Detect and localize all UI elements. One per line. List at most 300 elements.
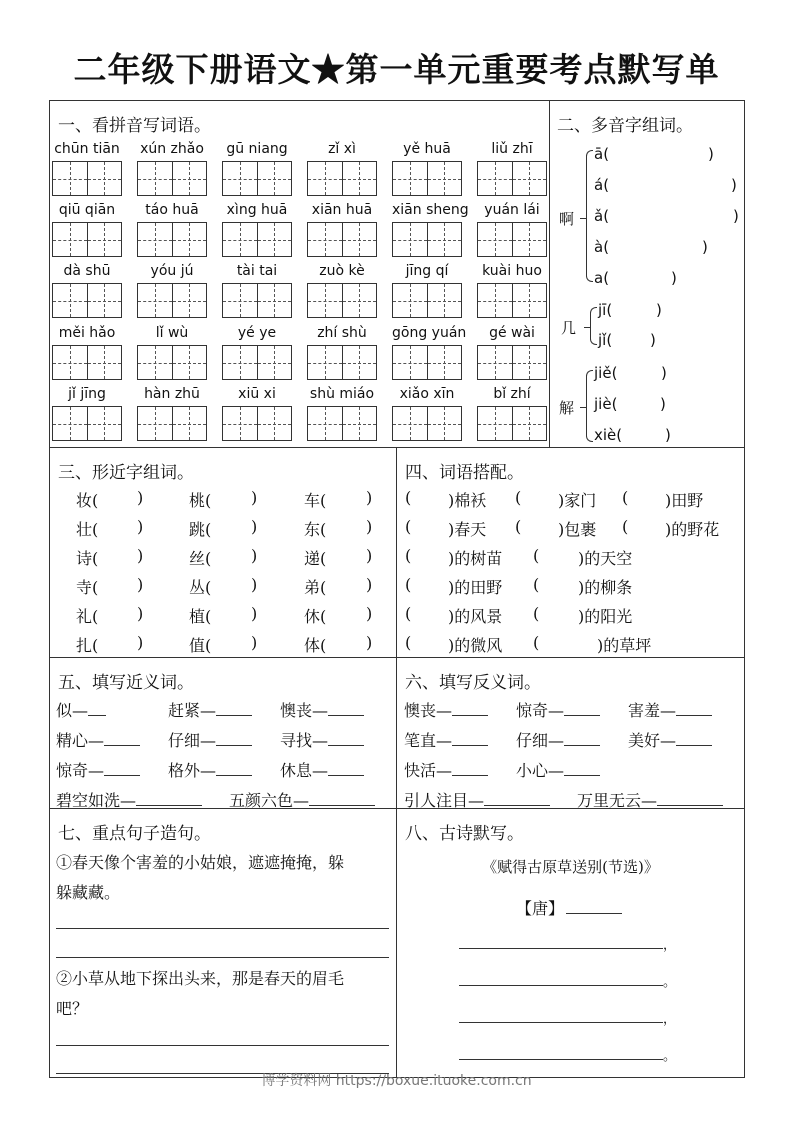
sentence-2-cont: 吧？ (56, 999, 89, 1018)
collocation-word: )家门 (558, 491, 597, 510)
similar-char: 东( (304, 520, 327, 539)
answer-blank[interactable] (136, 792, 202, 806)
answer-blank[interactable] (104, 762, 140, 776)
word-pair (56, 698, 106, 721)
box-cell[interactable] (138, 407, 173, 440)
box-cell[interactable] (343, 162, 377, 195)
answer-blank[interactable] (452, 732, 488, 746)
section-2-title: 二、多音字组词。 (557, 116, 693, 136)
word-label: 碧空如洗— (56, 791, 137, 810)
answer-blank[interactable]: ( (405, 517, 412, 536)
similar-char: 车( (304, 491, 327, 510)
box-cell[interactable] (308, 407, 343, 440)
pinyin-label: zhí shù (317, 325, 367, 341)
box-cell[interactable] (513, 223, 547, 256)
writing-box[interactable] (137, 406, 207, 441)
writing-box[interactable] (222, 222, 292, 257)
answer-blank[interactable]: ) (733, 207, 739, 225)
pinyin-label: xiān huā (311, 202, 373, 218)
box-cell[interactable] (88, 223, 122, 256)
writing-box[interactable] (137, 283, 207, 318)
pinyin-label: gū niang (226, 141, 288, 157)
answer-blank[interactable]: ( (405, 488, 412, 507)
poem-title: 《赋得古原草送别(节选)》 (482, 858, 659, 876)
box-cell[interactable] (308, 162, 343, 195)
answer-line[interactable] (56, 957, 389, 958)
polyphone-item: jǐ( (598, 331, 613, 349)
word-pair (168, 758, 252, 781)
box-cell[interactable] (308, 346, 343, 379)
dynasty-label: 【唐】 (516, 899, 565, 918)
pinyin-label: dà shū (63, 263, 111, 279)
writing-box[interactable] (307, 283, 377, 318)
word-label: 快活— (404, 761, 453, 780)
writing-box[interactable] (52, 406, 122, 441)
pinyin-label: táo huā (145, 202, 199, 218)
answer-blank[interactable]: ) (251, 633, 258, 652)
answer-blank[interactable]: ( (515, 517, 522, 536)
poem-line-blank[interactable] (459, 1022, 663, 1023)
box-cell[interactable] (53, 284, 88, 317)
answer-line[interactable] (56, 928, 389, 929)
box-cell[interactable] (173, 284, 207, 317)
answer-blank[interactable]: ( (405, 633, 412, 652)
box-cell[interactable] (258, 407, 292, 440)
writing-box[interactable] (52, 222, 122, 257)
writing-box[interactable] (222, 406, 292, 441)
word-label: 美好— (628, 731, 677, 750)
box-cell[interactable] (223, 223, 258, 256)
collocation-word: )棉袄 (448, 491, 487, 510)
polyphone-item: a( (594, 269, 610, 287)
pinyin-label: shù miáo (309, 386, 375, 402)
box-cell[interactable] (138, 223, 173, 256)
answer-blank[interactable] (564, 762, 600, 776)
punctuation: ， (663, 938, 677, 953)
box-cell[interactable] (88, 346, 122, 379)
writing-box[interactable] (307, 161, 377, 196)
similar-char: 妆( (76, 491, 99, 510)
pinyin-label: tài tai (236, 263, 278, 279)
box-cell[interactable] (138, 284, 173, 317)
answer-blank[interactable] (328, 762, 364, 776)
writing-box[interactable] (52, 283, 122, 318)
section-5-title: 五、填写近义词。 (58, 673, 194, 693)
word-pair (229, 788, 375, 811)
pinyin-label: měi hǎo (58, 325, 116, 341)
box-cell[interactable] (88, 284, 122, 317)
box-cell[interactable] (88, 407, 122, 440)
answer-blank[interactable]: ( (533, 604, 540, 623)
similar-char: 植( (189, 607, 212, 626)
polyphone-char: 啊 (559, 210, 575, 228)
word-label: 休息— (280, 761, 329, 780)
similar-char: 礼( (76, 607, 99, 626)
writing-box[interactable] (307, 222, 377, 257)
answer-blank[interactable]: ) (251, 488, 258, 507)
box-cell[interactable] (53, 346, 88, 379)
word-pair (280, 728, 364, 751)
box-cell[interactable] (393, 284, 428, 317)
box-cell[interactable] (138, 162, 173, 195)
word-label: 万里无云— (577, 791, 658, 810)
box-cell[interactable] (513, 407, 547, 440)
similar-char: 诗( (76, 549, 99, 568)
word-label: 懊丧— (280, 701, 329, 720)
box-cell[interactable] (173, 223, 207, 256)
box-cell[interactable] (173, 162, 207, 195)
collocation-word: )的田野 (448, 578, 503, 597)
box-cell[interactable] (478, 346, 513, 379)
pinyin-label: xìng huā (226, 202, 288, 218)
section-4-title: 四、词语搭配。 (405, 463, 524, 483)
writing-box[interactable] (392, 222, 462, 257)
word-label: 格外— (168, 761, 217, 780)
writing-box[interactable] (137, 222, 207, 257)
divider (396, 447, 397, 1078)
box-cell[interactable] (428, 284, 462, 317)
answer-blank[interactable] (676, 702, 712, 716)
answer-line[interactable] (56, 1045, 389, 1046)
answer-blank[interactable]: ) (366, 488, 373, 507)
pinyin-label: jǐ jīng (68, 386, 106, 402)
answer-blank[interactable]: ) (137, 633, 144, 652)
word-pair (56, 728, 140, 751)
answer-blank[interactable] (309, 792, 375, 806)
pinyin-label: xiū xi (238, 386, 276, 402)
answer-blank[interactable] (104, 732, 140, 746)
box-cell[interactable] (393, 407, 428, 440)
box-cell[interactable] (393, 223, 428, 256)
brace-icon (586, 370, 593, 442)
answer-blank[interactable]: ( (622, 517, 629, 536)
box-cell[interactable] (173, 407, 207, 440)
word-label: 小心— (516, 761, 565, 780)
polyphone-item: jī( (598, 301, 613, 319)
answer-blank[interactable]: ) (671, 269, 677, 287)
answer-blank[interactable]: ) (650, 331, 656, 349)
polyphone-item: á( (594, 176, 610, 194)
answer-blank[interactable] (452, 702, 488, 716)
writing-box[interactable] (222, 161, 292, 196)
answer-blank[interactable]: ) (251, 604, 258, 623)
writing-box[interactable] (222, 345, 292, 380)
answer-blank[interactable] (216, 702, 252, 716)
writing-box[interactable] (392, 406, 462, 441)
writing-box[interactable] (307, 345, 377, 380)
answer-blank[interactable]: ) (137, 488, 144, 507)
box-cell[interactable] (223, 284, 258, 317)
pinyin-label: xiǎo xīn (399, 386, 455, 402)
box-cell[interactable] (513, 346, 547, 379)
pinyin-label: kuài huo (482, 263, 542, 279)
answer-blank[interactable]: ( (622, 488, 629, 507)
collocation-word: )田野 (665, 491, 704, 510)
poem-line-blank[interactable] (459, 948, 663, 949)
pinyin-label: gōng yuán (392, 325, 467, 341)
author-blank[interactable] (566, 900, 622, 914)
pinyin-label: yě huā (403, 141, 451, 157)
answer-blank[interactable]: ( (405, 604, 412, 623)
box-cell[interactable] (258, 346, 292, 379)
answer-blank[interactable] (452, 762, 488, 776)
word-pair (168, 728, 252, 751)
box-cell[interactable] (478, 407, 513, 440)
writing-box[interactable] (137, 345, 207, 380)
answer-blank[interactable]: ) (656, 301, 662, 319)
pinyin-label: gé wài (489, 325, 535, 341)
brace-icon (584, 327, 591, 328)
word-label: 懊丧— (404, 701, 453, 720)
word-label: 仔细— (168, 731, 217, 750)
divider (49, 657, 745, 658)
writing-box[interactable] (477, 222, 547, 257)
pinyin-label: qiū qiān (58, 202, 116, 218)
word-label: 惊奇— (56, 761, 105, 780)
word-label: 仔细— (516, 731, 565, 750)
similar-char: 丛( (189, 578, 212, 597)
answer-blank[interactable]: ( (533, 575, 540, 594)
polyphone-char: 解 (559, 399, 575, 417)
box-cell[interactable] (53, 223, 88, 256)
punctuation: 。 (663, 1049, 677, 1064)
similar-char: 值( (189, 636, 212, 655)
word-pair (628, 698, 712, 721)
word-label: 似— (56, 701, 89, 720)
answer-blank[interactable]: ( (405, 546, 412, 565)
word-pair (516, 728, 600, 751)
section-1-title: 一、看拼音写词语。 (58, 116, 211, 136)
answer-blank[interactable] (216, 762, 252, 776)
word-pair (280, 698, 364, 721)
polyphone-item: jiě( (594, 364, 618, 382)
collocation-word: )包裹 (558, 520, 597, 539)
similar-char: 扎( (76, 636, 99, 655)
box-cell[interactable] (343, 346, 377, 379)
word-pair (404, 728, 488, 751)
box-cell[interactable] (343, 284, 377, 317)
answer-blank[interactable] (216, 732, 252, 746)
answer-blank[interactable] (564, 732, 600, 746)
section-3-title: 三、形近字组词。 (58, 463, 194, 483)
word-label: 精心— (56, 731, 105, 750)
pinyin-label: hàn zhū (144, 386, 200, 402)
collocation-word: )的草坪 (597, 636, 652, 655)
box-cell[interactable] (138, 346, 173, 379)
brace-icon (580, 407, 587, 408)
box-cell[interactable] (258, 223, 292, 256)
box-cell[interactable] (223, 407, 258, 440)
page-title: 二年级下册语文★第一单元重要考点默写单 (73, 50, 720, 89)
box-cell[interactable] (258, 162, 292, 195)
writing-box[interactable] (137, 161, 207, 196)
word-label: 寻找— (280, 731, 329, 750)
pinyin-label: lǐ wù (155, 325, 189, 341)
writing-box[interactable] (477, 283, 547, 318)
answer-blank[interactable]: ) (660, 395, 666, 413)
polyphone-item: jiè( (594, 395, 618, 413)
word-pair (56, 758, 140, 781)
answer-blank[interactable]: ) (665, 426, 671, 444)
box-cell[interactable] (428, 407, 462, 440)
writing-box[interactable] (392, 161, 462, 196)
writing-box[interactable] (307, 406, 377, 441)
box-cell[interactable] (428, 346, 462, 379)
answer-blank[interactable]: ) (366, 604, 373, 623)
word-label: 引人注目— (404, 791, 485, 810)
pinyin-label: jīng qí (405, 263, 449, 279)
answer-blank[interactable]: ) (137, 604, 144, 623)
box-cell[interactable] (513, 162, 547, 195)
box-cell[interactable] (223, 162, 258, 195)
box-cell[interactable] (513, 284, 547, 317)
word-pair (577, 788, 723, 811)
writing-box[interactable] (477, 345, 547, 380)
collocation-word: )的树苗 (448, 549, 503, 568)
word-pair (516, 698, 600, 721)
collocation-word: )春天 (448, 520, 487, 539)
similar-char: 体( (304, 636, 327, 655)
answer-blank[interactable]: ) (366, 546, 373, 565)
box-cell[interactable] (308, 223, 343, 256)
poem-line-blank[interactable] (459, 1059, 663, 1060)
box-cell[interactable] (478, 284, 513, 317)
answer-blank[interactable]: ) (137, 546, 144, 565)
answer-blank[interactable]: ) (708, 145, 714, 163)
section-8-title: 八、古诗默写。 (405, 824, 524, 844)
writing-box[interactable] (477, 406, 547, 441)
box-cell[interactable] (428, 223, 462, 256)
answer-blank[interactable] (484, 792, 550, 806)
word-label: 赶紧— (168, 701, 217, 720)
word-pair (168, 698, 252, 721)
answer-blank[interactable]: ( (533, 546, 540, 565)
answer-blank[interactable] (564, 702, 600, 716)
divider (549, 100, 550, 447)
word-label: 笔直— (404, 731, 453, 750)
similar-char: 跳( (189, 520, 212, 539)
polyphone-char: 几 (561, 319, 577, 337)
word-pair (404, 758, 488, 781)
brace-icon (590, 307, 597, 345)
writing-box[interactable] (222, 283, 292, 318)
box-cell[interactable] (393, 162, 428, 195)
answer-blank[interactable]: ( (405, 575, 412, 594)
pinyin-label: bǐ zhí (493, 386, 531, 402)
box-cell[interactable] (53, 407, 88, 440)
answer-blank[interactable]: ) (366, 575, 373, 594)
answer-blank[interactable] (676, 732, 712, 746)
box-cell[interactable] (173, 346, 207, 379)
poem-line-blank[interactable] (459, 985, 663, 986)
answer-blank[interactable]: ) (251, 575, 258, 594)
box-cell[interactable] (258, 284, 292, 317)
section-7-title: 七、重点句子造句。 (58, 824, 211, 844)
polyphone-item: à( (594, 238, 610, 256)
poem-dynasty (516, 896, 622, 919)
box-cell[interactable] (393, 346, 428, 379)
answer-blank[interactable]: ) (366, 633, 373, 652)
collocation-word: )的柳条 (578, 578, 633, 597)
answer-blank[interactable]: ) (251, 546, 258, 565)
pinyin-label: yóu jú (150, 263, 194, 279)
collocation-word: )的天空 (578, 549, 633, 568)
box-cell[interactable] (343, 407, 377, 440)
pinyin-label: xún zhǎo (140, 141, 204, 157)
sentence-1: ①春天像个害羞的小姑娘，遮遮掩掩，躲 (56, 853, 345, 872)
pinyin-label: zǐ xì (328, 141, 356, 157)
box-cell[interactable] (308, 284, 343, 317)
word-label: 害羞— (628, 701, 677, 720)
answer-blank[interactable]: ) (731, 176, 737, 194)
answer-blank[interactable]: ) (366, 517, 373, 536)
collocation-word: )的风景 (448, 607, 503, 626)
box-cell[interactable] (428, 162, 462, 195)
polyphone-item: ā( (594, 145, 610, 163)
watermark: 博学资料网 https://boxue.ituoke.com.cn (261, 1073, 532, 1089)
collocation-word: )的微风 (448, 636, 503, 655)
box-cell[interactable] (478, 162, 513, 195)
box-cell[interactable] (343, 223, 377, 256)
answer-blank[interactable]: ( (515, 488, 522, 507)
answer-blank[interactable] (328, 732, 364, 746)
box-cell[interactable] (223, 346, 258, 379)
pinyin-label: xiān sheng (392, 202, 469, 218)
collocation-word: )的野花 (665, 520, 720, 539)
box-cell[interactable] (478, 223, 513, 256)
punctuation: ， (663, 1012, 677, 1027)
pinyin-label: liǔ zhī (491, 141, 533, 157)
answer-blank[interactable]: ) (251, 517, 258, 536)
answer-blank[interactable]: ( (533, 633, 540, 652)
pinyin-label: zuò kè (319, 263, 365, 279)
writing-box[interactable] (477, 161, 547, 196)
word-pair (404, 698, 488, 721)
similar-char: 递( (304, 549, 327, 568)
sentence-1-cont: 躲藏藏。 (56, 883, 121, 902)
answer-blank[interactable] (328, 702, 364, 716)
answer-blank[interactable]: ) (702, 238, 708, 256)
similar-char: 寺( (76, 578, 99, 597)
box-cell[interactable] (53, 162, 88, 195)
writing-box[interactable] (392, 283, 462, 318)
pinyin-label: yuán lái (484, 202, 540, 218)
word-pair (280, 758, 364, 781)
answer-blank[interactable]: ) (661, 364, 667, 382)
writing-box[interactable] (392, 345, 462, 380)
sentence-2: ②小草从地下探出头来，那是春天的眉毛 (56, 969, 345, 988)
answer-blank[interactable]: ) (137, 517, 144, 536)
polyphone-item: xiè( (594, 426, 623, 444)
writing-box[interactable] (52, 345, 122, 380)
similar-char: 休( (304, 607, 327, 626)
pinyin-label: yé ye (237, 325, 277, 341)
word-pair (56, 788, 202, 811)
punctuation: 。 (663, 975, 677, 990)
writing-box[interactable] (52, 161, 122, 196)
answer-blank[interactable] (88, 702, 106, 716)
answer-blank[interactable] (657, 792, 723, 806)
brace-icon (580, 218, 587, 219)
polyphone-item: ǎ( (594, 207, 610, 225)
box-cell[interactable] (88, 162, 122, 195)
answer-blank[interactable]: ) (137, 575, 144, 594)
word-label: 五颜六色— (229, 791, 310, 810)
word-label: 惊奇— (516, 701, 565, 720)
similar-char: 弟( (304, 578, 327, 597)
similar-char: 丝( (189, 549, 212, 568)
word-pair (404, 788, 550, 811)
